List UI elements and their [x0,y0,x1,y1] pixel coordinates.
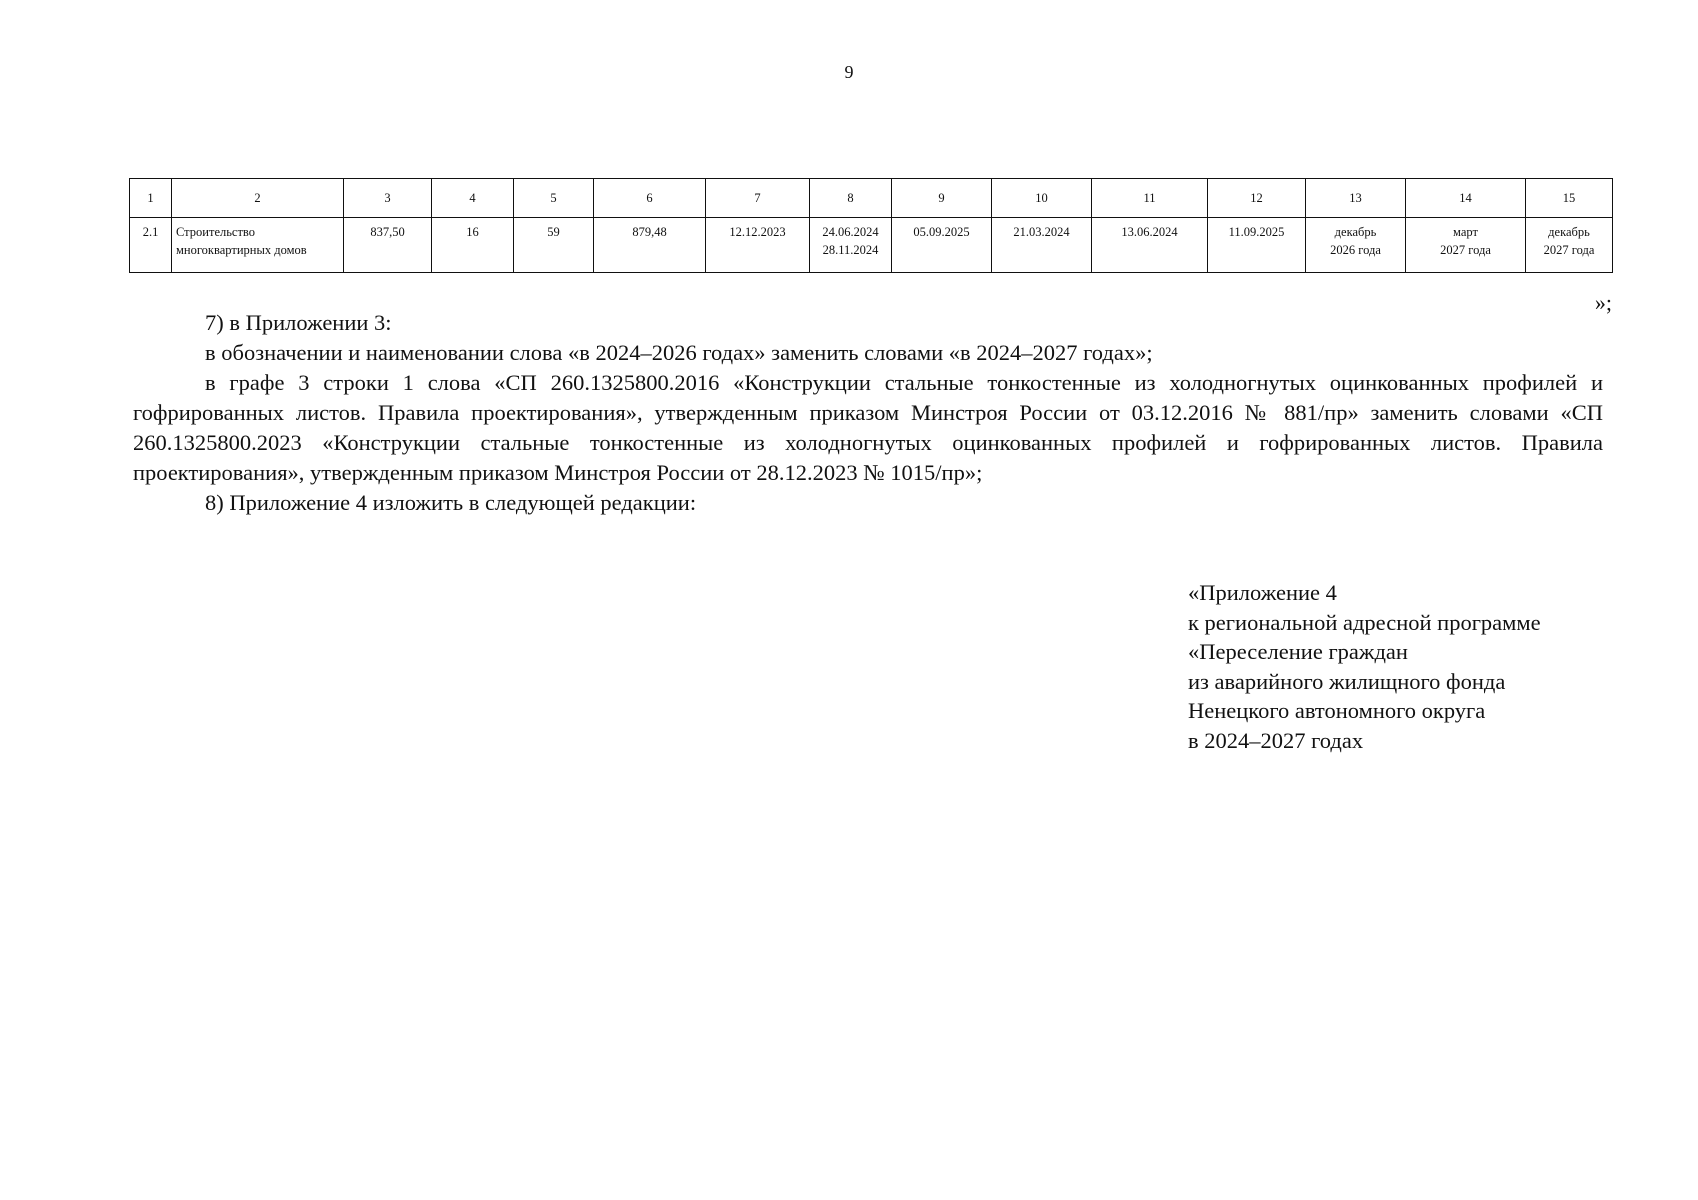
table-cell: декабрь 2027 года [1526,218,1613,273]
table-header-cell: 14 [1406,179,1526,218]
appendix-line: «Приложение 4 [1188,580,1337,605]
table-header-cell: 12 [1208,179,1306,218]
paragraph-designation-change: в обозначении и наименовании слова «в 2024–2026 годах» заменить словами «в 2024–2027 годах»; [205,340,1153,365]
table-header-cell: 5 [514,179,594,218]
table-header-cell: 11 [1092,179,1208,218]
table-header-cell: 3 [344,179,432,218]
table-cell: 2.1 [130,218,172,273]
program-table [129,178,1613,273]
table-cell: 879,48 [594,218,706,273]
table-cell: 05.09.2025 [892,218,992,273]
appendix-line: из аварийного жилищного фонда [1188,668,1506,694]
table-header-cell: 7 [706,179,810,218]
table-cell: 21.03.2024 [992,218,1092,273]
appendix-line: «Переселение граждан [1188,639,1408,664]
table-header-cell: 15 [1526,179,1613,218]
paragraph-item-7: 7) в Приложении 3: [205,310,392,335]
table-cell: 24.06.2024 28.11.2024 [810,218,892,273]
table-header-cell: 4 [432,179,514,218]
table-header-cell: 8 [810,179,892,218]
appendix-line: к региональной адресной программе [1188,609,1541,635]
appendix-header [1188,578,1541,755]
table-header-cell: 6 [594,179,706,218]
table-header-cell: 1 [130,179,172,218]
table-header-cell: 10 [992,179,1092,218]
table-header-cell: 9 [892,179,992,218]
table-cell: 59 [514,218,594,273]
amendment-text [133,308,1603,518]
paragraph-column-3-change: в графе 3 строки 1 слова «СП 260.1325800.2016 «Конструкции стальные тонкостенные из холодногнутых оцинкованных профилей и гофрированных листов. Правила проектирования», утвержденным приказом Минстроя России от 03.12.2016 № 881/пр» заменить словами «СП 260.1325800.2023 «Конструкции стальные тонкостенные из холодногнутых оцинкованных профилей и гофрированных листов. Правила проектирования», утвержденным приказом Минстроя России от 28.12.2023 № 1015/пр»; [133,370,1603,485]
appendix-line: в 2024–2027 годах [1188,727,1364,753]
closing-quote: »; [1594,290,1612,315]
table-cell: 16 [432,218,514,273]
table-cell: 13.06.2024 [1092,218,1208,273]
table-header-cell: 2 [172,179,344,218]
table-cell: 12.12.2023 [706,218,810,273]
appendix-line: Ненецкого автономного округа [1188,698,1486,723]
table-cell: декабрь 2026 года [1306,218,1406,273]
table-cell: Строительство многоквартирных домов [172,218,344,273]
paragraph-item-8: 8) Приложение 4 изложить в следующей редакции: [205,490,697,515]
table-header-cell: 13 [1306,179,1406,218]
page-number: 9 [844,62,854,82]
table-cell: 837,50 [344,218,432,273]
table-row [130,218,1613,273]
table-cell: март 2027 года [1406,218,1526,273]
table-header-row [130,179,1613,218]
table-cell: 11.09.2025 [1208,218,1306,273]
